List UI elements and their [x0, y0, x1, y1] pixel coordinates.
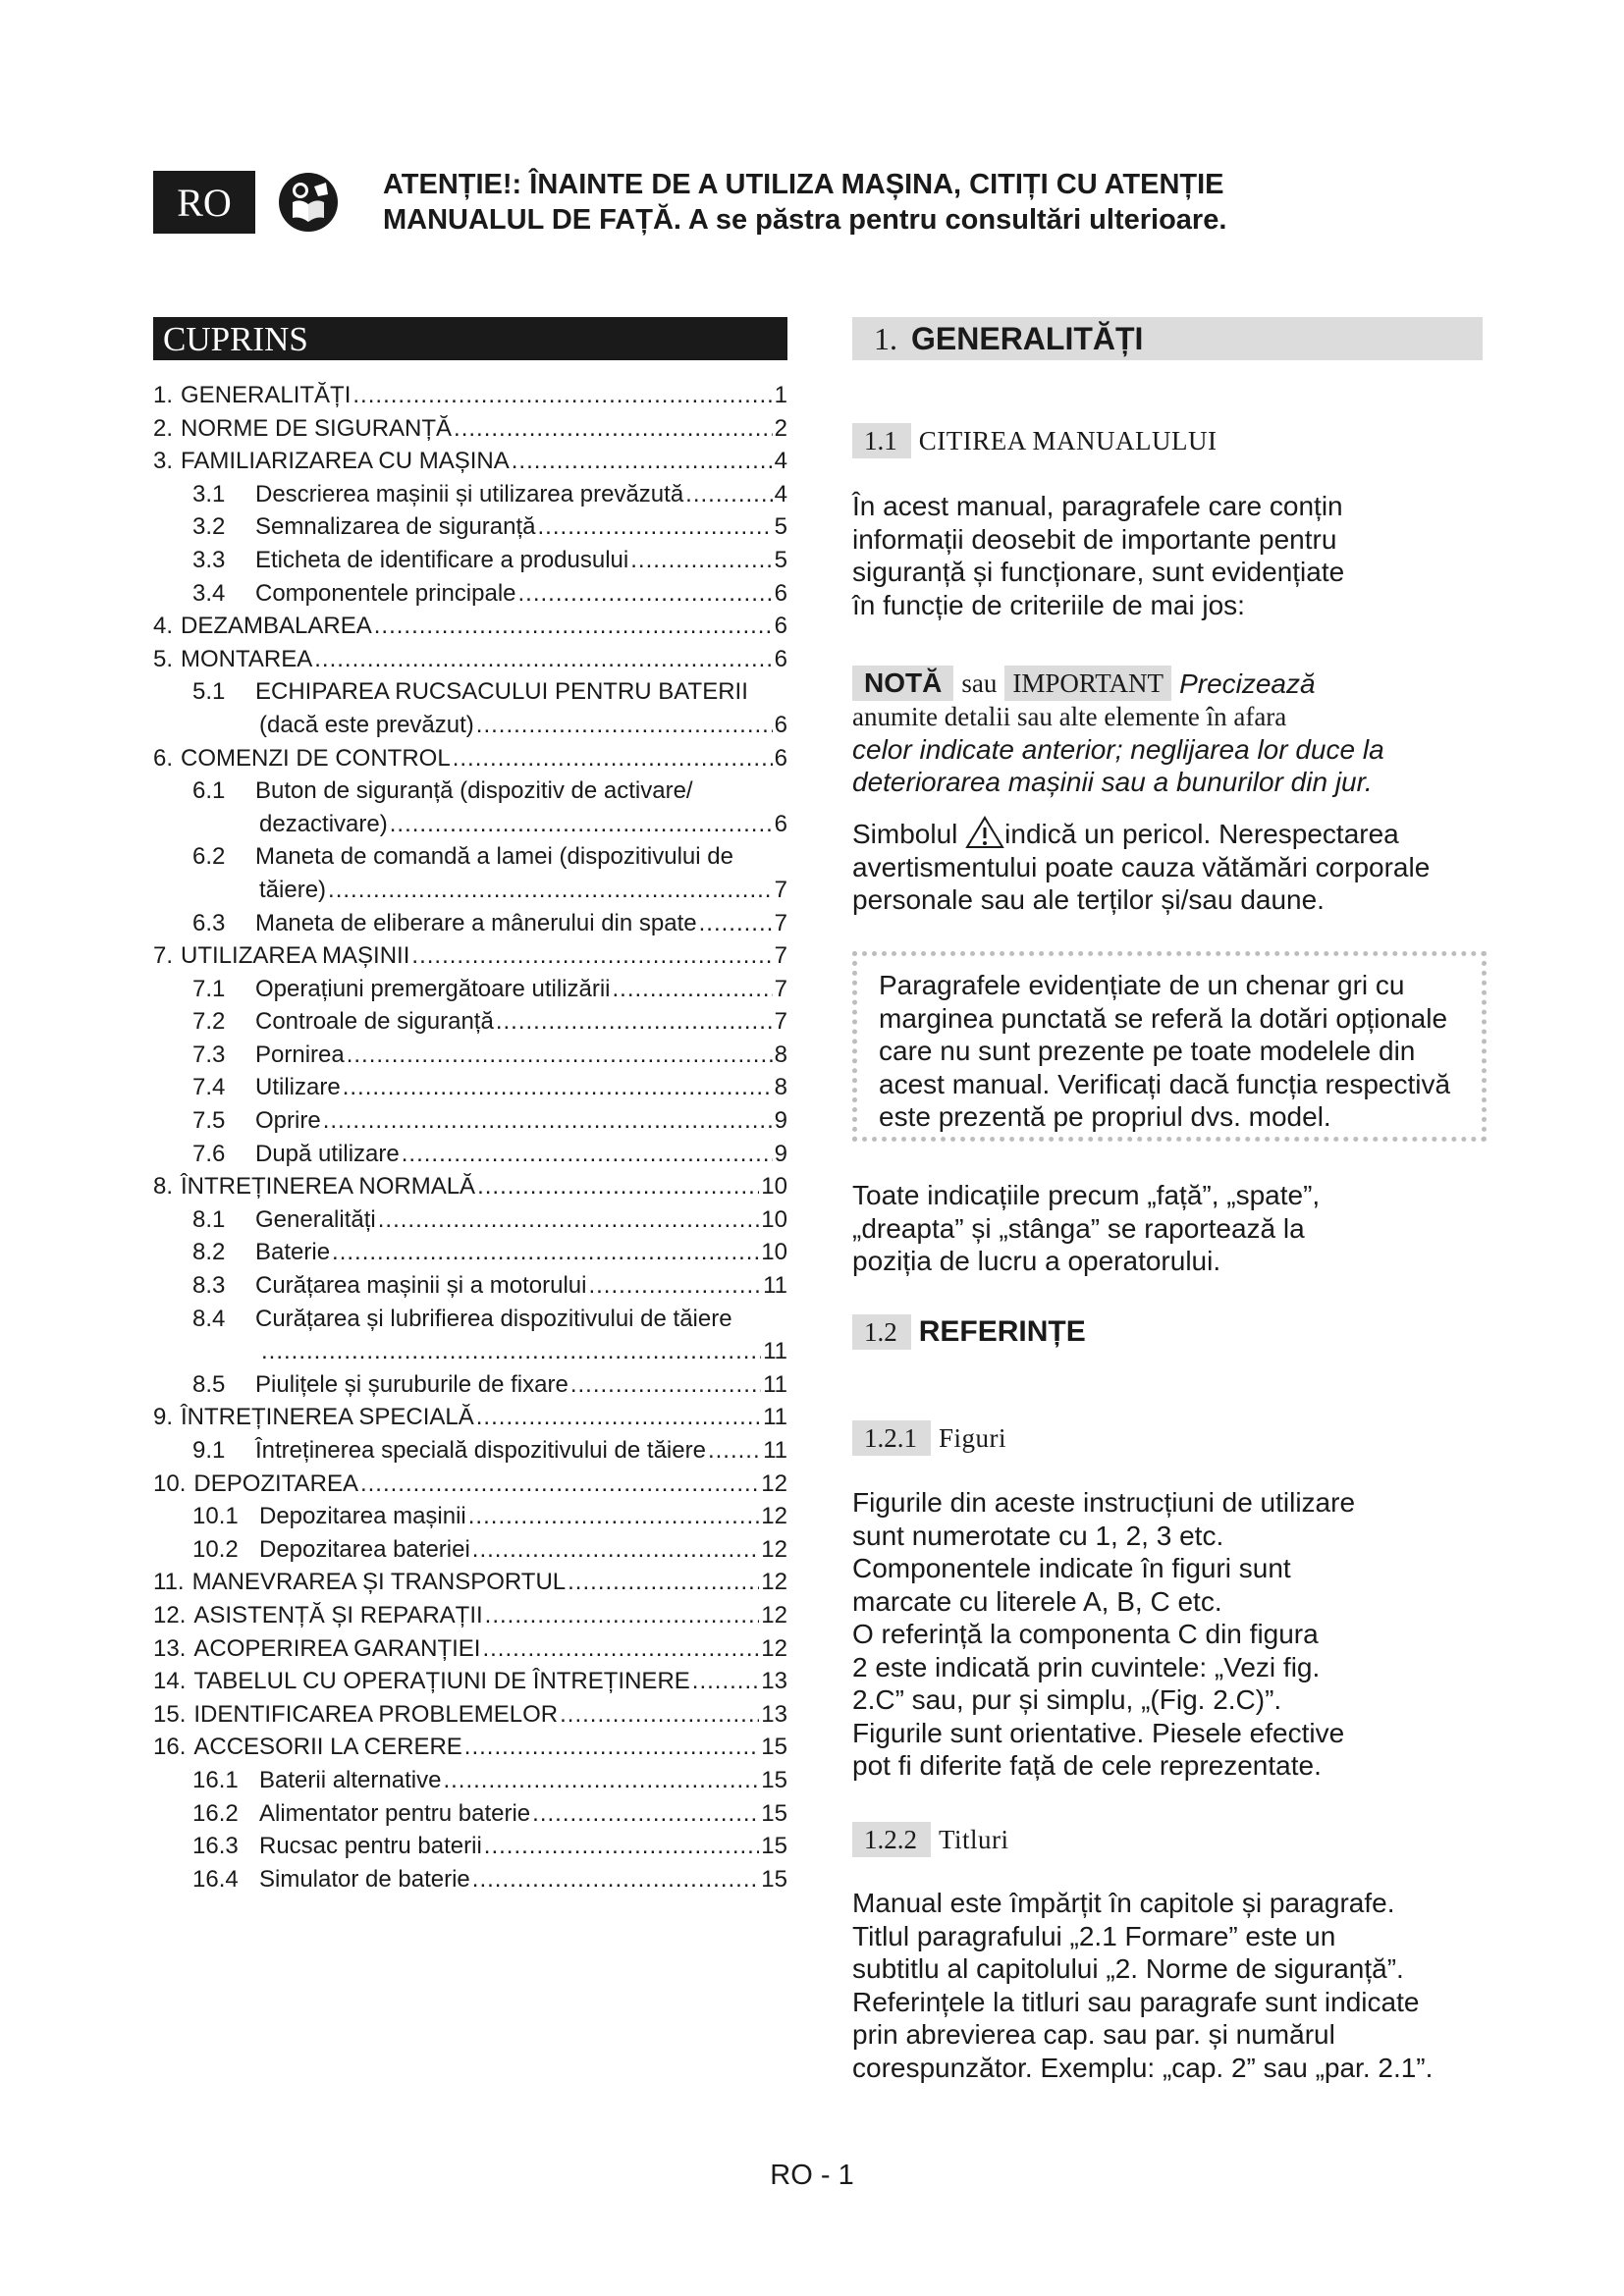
toc-entry — [153, 1170, 787, 1203]
toc-entry-page: 10 — [761, 1205, 787, 1233]
toc-entry-title: DEPOZITAREA — [193, 1469, 358, 1497]
toc-entry-title: Curățarea mașinii și a motorului — [255, 1272, 587, 1300]
optional-features-box — [852, 951, 1487, 1142]
toc-entry-title: TABELUL CU OPERAȚIUNI DE ÎNTREȚINERE — [193, 1668, 690, 1695]
toc-entry-page: 7 — [774, 909, 787, 936]
simbol-post: indică un pericol. Nerespectarea — [1004, 819, 1399, 849]
toc-entry-number: 9. — [153, 1404, 174, 1431]
intro-line: în funcție de criteriile de mai jos: — [852, 589, 1245, 620]
toc-entry-title: Depozitarea mașinii — [259, 1503, 466, 1530]
toc-entry — [153, 544, 787, 577]
toc-leader-dots — [518, 577, 773, 611]
toc-entry — [153, 1368, 787, 1402]
toc-entry-number: 5. — [153, 645, 174, 672]
toc-entry-page: 8 — [774, 1074, 787, 1101]
toc-entry-title: Rucsac pentru baterii — [259, 1833, 482, 1860]
toc-entry — [153, 1599, 787, 1632]
toc-leader-dots — [692, 1665, 760, 1698]
toc-leader-dots — [374, 610, 773, 643]
toc-entry — [153, 1401, 787, 1434]
toc-entry-title: IDENTIFICAREA PROBLEMELOR — [193, 1700, 559, 1728]
toc-leader-dots — [477, 1170, 759, 1203]
toc-entry-page: 11 — [763, 1404, 787, 1431]
toc-entry — [153, 1005, 787, 1039]
toc-entry-page: 12 — [761, 1569, 787, 1596]
toc-entry — [153, 1236, 787, 1269]
toc-entry-title: Componentele principale — [255, 579, 516, 607]
toc-entry-title: GENERALITĂȚI — [181, 382, 352, 408]
toc-entry-page: 15 — [761, 1799, 787, 1827]
figures-line: 2.C” sau, pur și simplu, „(Fig. 2.C)”. — [852, 1684, 1282, 1715]
section-1-number: 1. — [874, 320, 897, 356]
toc-entry-page: 4 — [774, 448, 787, 475]
toc-leader-dots — [532, 1797, 759, 1831]
toc-entry-number: 6.2 — [192, 843, 226, 871]
figures-line: pot fi diferite față de cele reprezentate. — [852, 1750, 1322, 1781]
toc-entry-title: DEZAMBALAREA — [181, 613, 372, 640]
toc-leader-dots — [570, 1368, 761, 1402]
warning-line-1: ATENȚIE!: ÎNAINTE DE A UTILIZA MAȘINA, CITIȚI CU ATENȚIE — [383, 169, 1224, 200]
intro-line: siguranță și funcționare, sunt evidențiate — [852, 557, 1345, 587]
box-line: care nu sunt prezente pe toate modelele din — [879, 1036, 1416, 1066]
toc-leader-dots — [360, 1468, 759, 1501]
toc-entry — [153, 1533, 787, 1567]
figures-line: Figurile sunt orientative. Piesele efective — [852, 1717, 1345, 1748]
toc-entry-number: 3. — [153, 448, 174, 475]
page-number: RO - 1 — [770, 2160, 854, 2191]
intro-line: În acest manual, paragrafele care conțin — [852, 491, 1343, 521]
toc-entry-number: 3.3 — [192, 546, 226, 573]
subsection-1-2-1-number: 1.2.1 — [852, 1420, 931, 1456]
toc-entry-page: 12 — [761, 1535, 787, 1563]
toc-leader-dots — [588, 1269, 761, 1303]
toc-entry — [153, 1468, 787, 1501]
toc-entry — [153, 1500, 787, 1533]
toc-leader-dots — [560, 1698, 759, 1732]
toc-entry — [153, 1797, 787, 1831]
box-line: este prezentă pe propriul dvs. model. — [879, 1101, 1331, 1132]
toc-entry-title: Depozitarea bateriei — [259, 1535, 470, 1563]
figures-line: sunt numerotate cu 1, 2, 3 etc. — [852, 1520, 1224, 1551]
toc-leader-dots — [699, 907, 773, 940]
toc-entry-page: 12 — [761, 1503, 787, 1530]
toc-entry — [153, 1830, 787, 1863]
toc-entry-page: 6 — [774, 579, 787, 607]
toc-entry-title: ACOPERIREA GARANȚIEI — [193, 1634, 481, 1662]
toc-entry — [153, 1138, 787, 1171]
toc-entry-page: 13 — [761, 1700, 787, 1728]
subsection-1-2-1-heading — [852, 1420, 1006, 1456]
titles-line: corespunzător. Exemplu: „cap. 2” sau „par. 2.1”. — [852, 2052, 1434, 2083]
toc-entry-page: 7 — [774, 942, 787, 970]
toc-entry-number: 3.1 — [192, 480, 226, 507]
symbol-paragraph — [852, 816, 1490, 917]
toc-entry-page: 4 — [774, 480, 787, 507]
toc-leader-dots — [613, 973, 773, 1006]
toc-entry-title: UTILIZAREA MAȘINII — [181, 942, 410, 970]
toc-leader-dots — [454, 412, 773, 446]
toc-entry-number: 14. — [153, 1668, 187, 1695]
toc-entry-title: Maneta de eliberare a mânerului din spate — [255, 909, 697, 936]
titles-line: Referințele la titluri sau paragrafe sunt indicate — [852, 1986, 1420, 2017]
toc-entry — [153, 939, 787, 973]
toc-leader-dots — [538, 510, 773, 544]
toc-leader-dots — [352, 379, 772, 412]
toc-entry-number: 6. — [153, 744, 174, 772]
toc-leader-dots — [314, 643, 772, 676]
sau-text: sau — [961, 667, 998, 698]
toc-leader-dots — [708, 1434, 761, 1468]
toc-entry-number: 8.1 — [192, 1205, 226, 1233]
toc-entry-page: 11 — [763, 1370, 787, 1398]
section-1-heading — [852, 317, 1483, 360]
toc-leader-dots — [482, 1632, 759, 1666]
toc-entry-page: 6 — [774, 810, 787, 837]
toc-entry-number: 7.2 — [192, 1008, 226, 1036]
toc-entry — [153, 675, 787, 709]
titles-line: Titlul paragrafului „2.1 Formare” este un — [852, 1920, 1336, 1951]
figures-line: Figurile din aceste instrucțiuni de utilizare — [852, 1487, 1356, 1518]
toc-entry-title: FAMILIARIZAREA CU MAȘINA — [181, 448, 510, 475]
toc-entry-page: 1 — [774, 382, 787, 408]
titles-line: subtitlu al capitolului „2. Norme de siguranță”. — [852, 1953, 1404, 1984]
toc-entry-page: 11 — [763, 1272, 787, 1300]
toc-entry-title: Eticheta de identificare a produsului — [255, 546, 629, 573]
toc-entry-page: 10 — [761, 1239, 787, 1266]
toc-entry — [153, 610, 787, 643]
intro-paragraph — [852, 490, 1490, 621]
toc-entry-title: Utilizare — [255, 1074, 341, 1101]
toc-leader-dots — [476, 709, 773, 742]
simbol-line-3: personale sau ale terților și/sau daune. — [852, 884, 1325, 915]
toc-entry-number: 6.1 — [192, 777, 226, 805]
toc-leader-dots — [328, 874, 773, 907]
toc-entry-title: Baterie — [255, 1239, 331, 1266]
figures-line: Componentele indicate în figuri sunt — [852, 1553, 1291, 1583]
toc-leader-dots — [464, 1731, 760, 1764]
toc-entry-number: 3.2 — [192, 513, 226, 541]
figures-line: O referință la componenta C din figura — [852, 1619, 1319, 1649]
toc-entry-title: ÎNTREȚINEREA SPECIALĂ — [181, 1404, 474, 1431]
toc-entry-title: Semnalizarea de siguranță — [255, 513, 536, 541]
toc-entry-number: 16. — [153, 1734, 187, 1761]
toc-entry-number: 9.1 — [192, 1437, 226, 1464]
toc-entry-number: 7.6 — [192, 1140, 226, 1167]
toc-entry-title: Operațiuni premergătoare utilizării — [255, 975, 611, 1002]
toc-leader-dots — [453, 742, 773, 775]
toc-entry-title: MANEVRAREA ȘI TRANSPORTUL — [191, 1569, 567, 1596]
toc-entry-number: 16.4 — [192, 1865, 239, 1893]
toc-leader-dots — [476, 1401, 761, 1434]
toc-entry-page: 12 — [761, 1601, 787, 1629]
toc-entry-number: 6.3 — [192, 909, 226, 936]
toc-leader-dots — [472, 1533, 760, 1567]
toc-leader-dots — [323, 1104, 773, 1138]
toc-entry-page: 6 — [774, 744, 787, 772]
subsection-1-1-title: CITIREA MANUALULUI — [918, 425, 1218, 455]
subsection-1-2-title: REFERINȚE — [918, 1315, 1086, 1348]
titles-line: prin abrevierea cap. sau par. și numărul — [852, 2019, 1335, 2050]
toc-entry — [153, 379, 787, 412]
subsection-1-1-heading — [852, 423, 1217, 458]
intro-line: informații deosebit de importante pentru — [852, 523, 1337, 555]
figures-line: marcate cu literele A, B, C etc. — [852, 1585, 1222, 1617]
toc-entry-title: Pornirea — [255, 1041, 345, 1068]
toc-title: CUPRINS — [153, 317, 787, 360]
orient-line: „dreapta” și „stânga” se raportează la — [852, 1212, 1305, 1244]
toc-leader-dots — [378, 1203, 760, 1237]
titles-line: Manual este împărțit în capitole și paragrafe. — [852, 1888, 1395, 1918]
toc-entry — [153, 774, 787, 808]
toc-entry — [153, 643, 787, 676]
note-line-2: anumite detalii sau alte elemente în afara — [852, 702, 1287, 731]
toc-entry — [153, 1335, 787, 1368]
toc-entry-page: 7 — [774, 1008, 787, 1036]
toc-entry-page: 5 — [774, 513, 787, 541]
toc-leader-dots — [261, 1335, 761, 1368]
toc-entry-title: dezactivare) — [259, 810, 388, 837]
toc-leader-dots — [484, 1830, 760, 1863]
toc-entry — [153, 1039, 787, 1072]
toc-entry-title: ASISTENȚĂ ȘI REPARAȚII — [193, 1601, 483, 1629]
toc-entry-title: Piulițele și șuruburile de fixare — [255, 1370, 568, 1398]
toc-entry-page: 6 — [774, 711, 787, 738]
figures-line: 2 este indicată prin cuvintele: „Vezi fig. — [852, 1651, 1321, 1682]
simbol-line-2: avertismentului poate cauza vătămări corporale — [852, 851, 1431, 882]
toc-leader-dots — [496, 1005, 773, 1039]
box-line: acest manual. Verificați dacă funcția respectivă — [879, 1068, 1451, 1099]
toc-entry-page: 15 — [761, 1734, 787, 1761]
important-label: IMPORTANT — [1004, 666, 1171, 701]
subsection-1-2-2-number: 1.2.2 — [852, 1822, 931, 1857]
toc-entry-page: 7 — [774, 876, 787, 903]
toc-entry-title: COMENZI DE CONTROL — [181, 744, 451, 772]
toc-entry — [153, 874, 787, 907]
toc-entry-title: Descrierea mașinii și utilizarea prevăzută — [255, 480, 684, 507]
toc-entry-number: 7.5 — [192, 1107, 226, 1135]
toc-entry-page: 11 — [763, 1437, 787, 1464]
toc-entry-page: 15 — [761, 1833, 787, 1860]
toc-leader-dots — [485, 1599, 760, 1632]
toc-entry-page: 13 — [761, 1668, 787, 1695]
subsection-1-2-1-title: Figuri — [939, 1422, 1007, 1453]
toc-leader-dots — [332, 1236, 759, 1269]
toc-entry — [153, 1863, 787, 1896]
toc-entry-number: 11. — [153, 1569, 185, 1596]
toc-entry-number: 13. — [153, 1634, 187, 1662]
toc-entry-page: 12 — [761, 1469, 787, 1497]
simbol-pre: Simbolul — [852, 819, 966, 849]
toc-entry-title: Controale de siguranță — [255, 1008, 494, 1036]
toc-entry-number: 16.1 — [192, 1766, 239, 1793]
note-paragraph — [852, 666, 1490, 798]
figures-paragraph — [852, 1486, 1490, 1783]
toc-entry-number: 8.4 — [192, 1305, 226, 1332]
language-badge: RO — [153, 171, 255, 234]
toc-entry-title: După utilizare — [255, 1140, 400, 1167]
toc-entry-number: 10.1 — [192, 1503, 239, 1530]
toc-leader-dots — [343, 1071, 773, 1104]
warning-line-2: MANUALUL DE FAȚĂ. A se păstra pentru consultări ulterioare. — [383, 204, 1227, 236]
toc-entry-number: 8. — [153, 1173, 174, 1201]
toc-entry — [153, 1434, 787, 1468]
toc-leader-dots — [472, 1863, 760, 1896]
toc-entry-page: 12 — [761, 1634, 787, 1662]
toc-entry-page: 5 — [774, 546, 787, 573]
toc-entry-title: (dacă este prevăzut) — [259, 711, 474, 738]
toc-entry-title: Oprire — [255, 1107, 321, 1135]
toc-entry — [153, 445, 787, 478]
toc-entry-number: 7. — [153, 942, 174, 970]
toc-entry-title: Curățarea și lubrifierea dispozitivului de tăiere — [255, 1305, 732, 1332]
box-line: Paragrafele evidențiate de un chenar gri cu — [879, 970, 1405, 1000]
toc-leader-dots — [630, 544, 772, 577]
toc-entry — [153, 973, 787, 1006]
toc-entry-number: 15. — [153, 1700, 187, 1728]
toc-entry — [153, 840, 787, 874]
toc-entry-title: NORME DE SIGURANȚĂ — [181, 414, 453, 442]
toc-entry-title: Întreținerea specială dispozitivului de tăiere — [255, 1437, 706, 1464]
toc-entry — [153, 808, 787, 841]
toc-entry — [153, 709, 787, 742]
toc-entry-page: 6 — [774, 645, 787, 672]
orientation-paragraph — [852, 1179, 1490, 1278]
toc-leader-dots — [568, 1566, 759, 1599]
toc-entry-number: 2. — [153, 414, 174, 442]
toc-entry-title: Baterii alternative — [259, 1766, 442, 1793]
toc-entry-page: 2 — [774, 414, 787, 442]
toc-entry-page: 9 — [774, 1140, 787, 1167]
toc-entry — [153, 1632, 787, 1666]
toc-entry — [153, 412, 787, 446]
toc-entry — [153, 1698, 787, 1732]
toc-entry-number: 16.2 — [192, 1799, 239, 1827]
toc-leader-dots — [411, 939, 772, 973]
warning-text — [383, 167, 1365, 238]
toc-entry-number: 1. — [153, 382, 174, 408]
toc-entry-page: 10 — [761, 1173, 787, 1201]
toc-entry-number: 7.1 — [192, 975, 226, 1002]
toc-entry-title: MONTAREA — [181, 645, 313, 672]
toc-entry-title: tăiere) — [259, 876, 327, 903]
toc-entry — [153, 1665, 787, 1698]
toc-entry-page: 9 — [774, 1107, 787, 1135]
toc-entry-number: 5.1 — [192, 678, 226, 706]
toc-entry-page: 15 — [761, 1766, 787, 1793]
toc-leader-dots — [685, 478, 772, 511]
toc-entry-title: Buton de siguranță (dispozitiv de activare/ — [255, 777, 693, 805]
toc-entry-number: 10.2 — [192, 1535, 239, 1563]
toc-entry-title: Maneta de comandă a lamei (dispozitivului de — [255, 843, 733, 871]
toc-entry-page: 7 — [774, 975, 787, 1002]
toc-entry — [153, 1104, 787, 1138]
toc-entry — [153, 478, 787, 511]
subsection-1-2-number: 1.2 — [852, 1314, 911, 1350]
orient-line: poziția de lucru a operatorului. — [852, 1246, 1221, 1276]
read-manual-icon — [275, 169, 342, 236]
toc-entry-title: Alimentator pentru baterie — [259, 1799, 531, 1827]
toc-entry — [153, 1071, 787, 1104]
toc-entry — [153, 1269, 787, 1303]
toc-entry-page: 8 — [774, 1041, 787, 1068]
note-line-4: deteriorarea mașinii sau a bunurilor din jur. — [852, 767, 1373, 797]
toc-entry-number: 7.3 — [192, 1041, 226, 1068]
toc-entry — [153, 907, 787, 940]
section-1-title: GENERALITĂȚI — [911, 320, 1144, 356]
toc-entry-page: 15 — [761, 1865, 787, 1893]
toc-leader-dots — [347, 1039, 773, 1072]
titles-paragraph — [852, 1887, 1490, 2084]
toc-entry-title: Generalități — [255, 1205, 376, 1233]
toc-leader-dots — [390, 808, 773, 841]
toc-entry — [153, 1203, 787, 1237]
toc-leader-dots — [402, 1138, 773, 1171]
toc-entry-number: 8.2 — [192, 1239, 226, 1266]
box-line: marginea punctată se referă la dotări opționale — [879, 1002, 1448, 1034]
toc-entry-title: ÎNTREȚINEREA NORMALĂ — [181, 1173, 476, 1201]
toc-entry-number: 12. — [153, 1601, 187, 1629]
toc-leader-dots — [512, 445, 773, 478]
warning-triangle-icon — [965, 816, 1004, 849]
subsection-1-2-2-title: Titluri — [939, 1824, 1009, 1854]
toc-entry — [153, 1566, 787, 1599]
toc-entry — [153, 1731, 787, 1764]
subsection-1-2-2-heading — [852, 1822, 1009, 1857]
toc-entry-number: 7.4 — [192, 1074, 226, 1101]
toc-entry-number: 8.5 — [192, 1370, 226, 1398]
toc-entry-title: ECHIPAREA RUCSACULUI PENTRU BATERII — [255, 678, 748, 706]
toc-entry — [153, 510, 787, 544]
toc-entry-number: 10. — [153, 1469, 187, 1497]
table-of-contents — [153, 379, 787, 1896]
toc-entry — [153, 1764, 787, 1797]
toc-entry — [153, 577, 787, 611]
toc-entry-page: 11 — [763, 1338, 787, 1365]
note-line-3: celor indicate anterior; neglijarea lor duce la — [852, 734, 1384, 765]
toc-entry-title: ACCESORII LA CERERE — [193, 1734, 462, 1761]
subsection-1-2-heading — [852, 1314, 1086, 1350]
toc-entry-page: 6 — [774, 613, 787, 640]
toc-leader-dots — [443, 1764, 759, 1797]
toc-entry — [153, 742, 787, 775]
toc-entry-number: 8.3 — [192, 1272, 226, 1300]
toc-leader-dots — [468, 1500, 760, 1533]
subsection-1-1-number: 1.1 — [852, 423, 911, 458]
nota-label: NOTĂ — [852, 666, 953, 701]
toc-entry-number: 4. — [153, 613, 174, 640]
toc-entry-number: 16.3 — [192, 1833, 239, 1860]
precizeaza-text: Precizează — [1179, 667, 1316, 699]
toc-entry-number: 3.4 — [192, 579, 226, 607]
orient-line: Toate indicațiile precum „față”, „spate”, — [852, 1180, 1321, 1210]
toc-entry-title: Simulator de baterie — [259, 1865, 470, 1893]
toc-entry — [153, 1303, 787, 1336]
